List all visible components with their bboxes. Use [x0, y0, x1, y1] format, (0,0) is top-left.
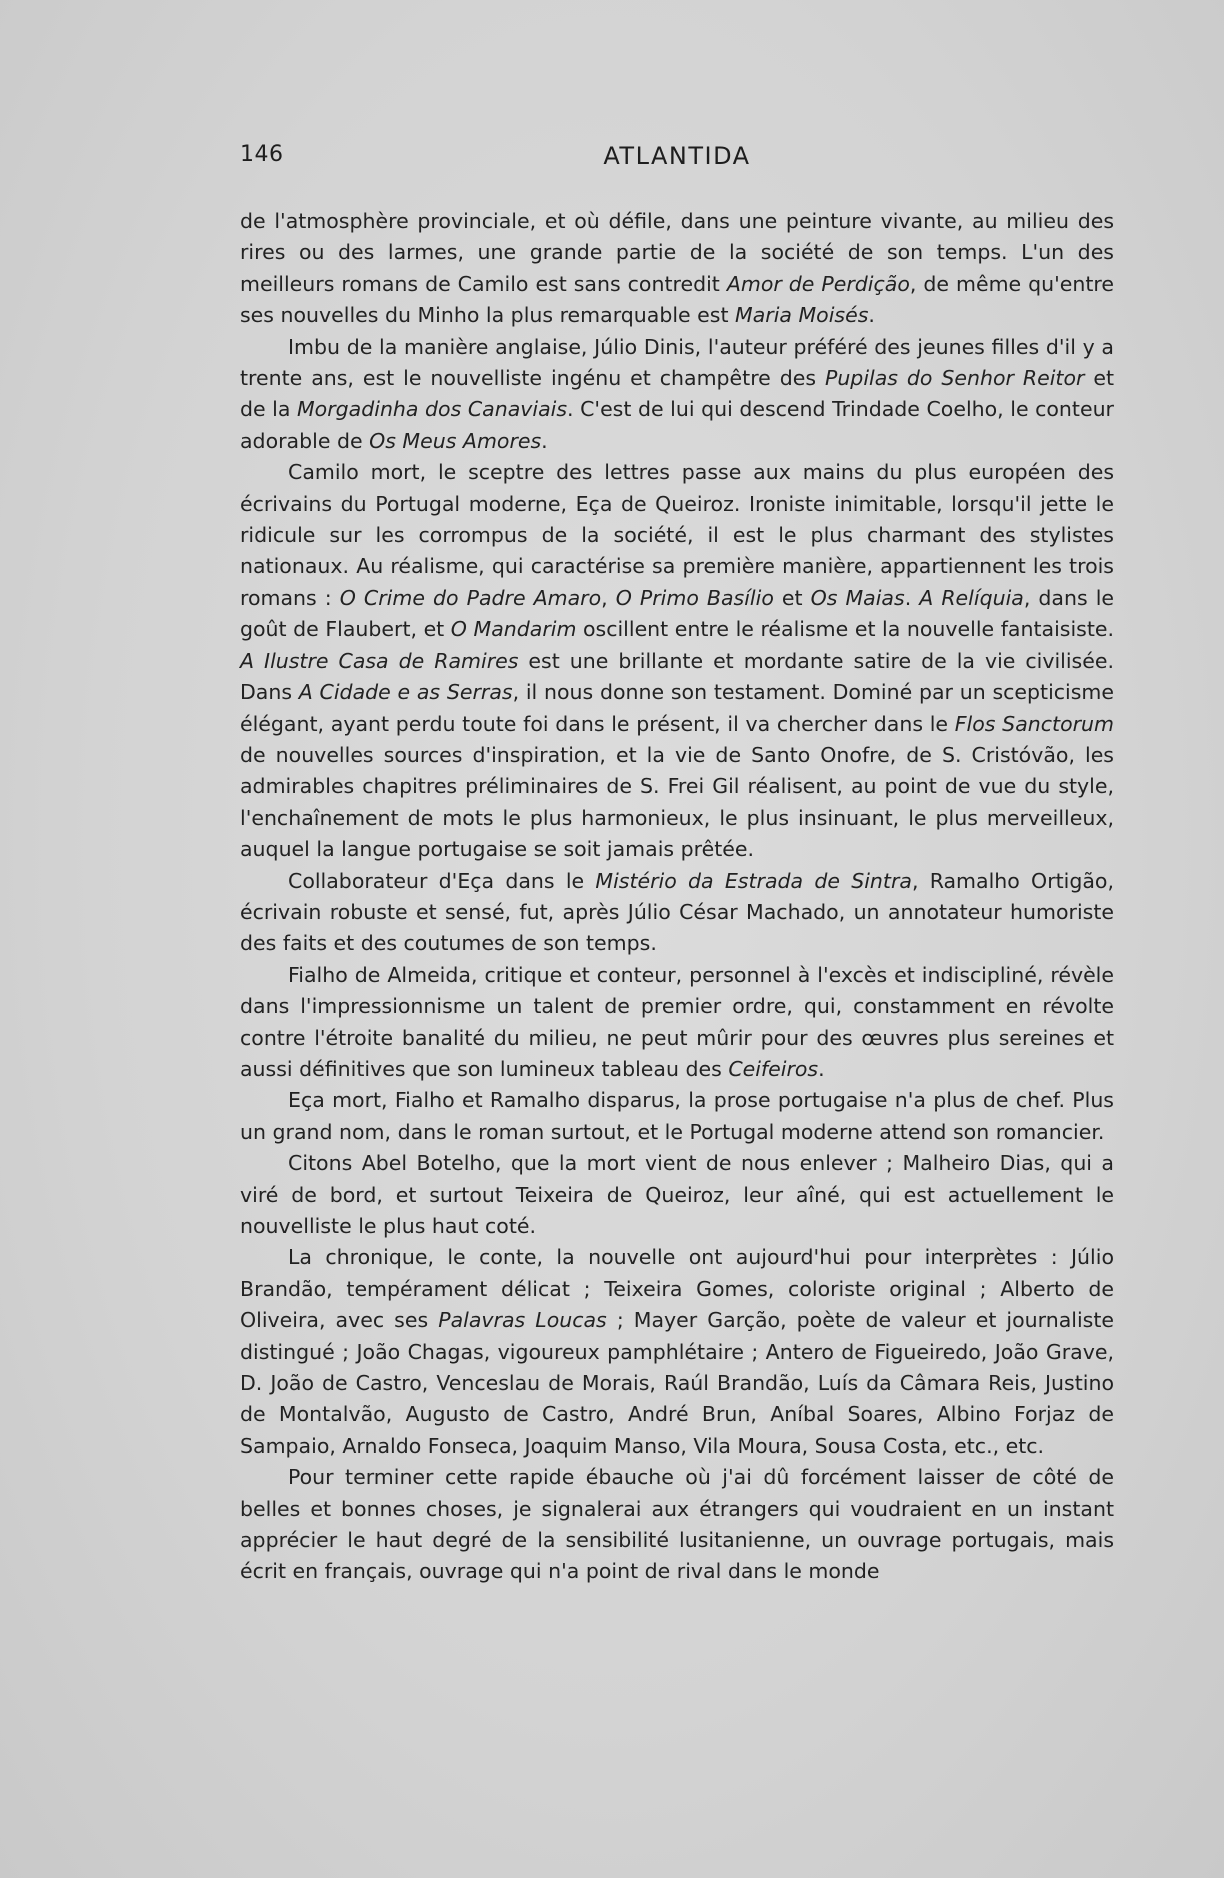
text-run: Eça mort, Fialho et Ramalho disparus, la prose portugaise n'a plus de chef. Plus un grand nom, dans le roman surtout, et le Portugal moderne attend son romancier.: [240, 1088, 1114, 1144]
italic-title: Mistério da Estrada de Sintra: [595, 868, 912, 893]
italic-title: Maria Moisés: [735, 303, 869, 328]
text-run: Citons Abel Botelho, que la mort vient de nous enlever ; Malheiro Dias, qui a viré de bord, et surtout Teixeira de Queiroz, leur aîné, qui est actuellement le nouvelliste le plus haut coté.: [240, 1151, 1114, 1238]
body-text: [240, 206, 1114, 1588]
text-run: Collaborateur d'Eça dans le: [288, 868, 596, 893]
text-run: oscillent entre le réalisme et la nouvelle fantaisiste.: [576, 617, 1115, 642]
text-run: . C'est de lui qui descend Trindade Coelho, le conteur adorable de: [240, 397, 1114, 453]
text-run: .: [818, 1056, 825, 1081]
text-run: , dans le goût de Flaubert, et: [240, 585, 1115, 642]
italic-title: Flos Sanctorum: [954, 711, 1114, 736]
running-title: ATLANTIDA: [603, 142, 751, 170]
text-run: .: [904, 585, 920, 610]
paragraph: [240, 960, 1114, 1086]
italic-title: Ceifeiros: [728, 1056, 819, 1081]
italic-title: Os Maias: [810, 585, 905, 610]
text-run: .: [868, 303, 875, 328]
paragraph: [240, 1085, 1114, 1148]
italic-title: O Primo Basílio: [615, 585, 774, 610]
paragraph: [240, 1148, 1114, 1242]
text-run: et de la: [240, 366, 1114, 422]
text-run: Imbu de la manière anglaise, Júlio Dinis, l'auteur préféré des jeunes filles d'il y a trente ans, est le nouvelliste ingénu et champêtre des: [240, 334, 1114, 391]
italic-title: O Mandarim: [450, 617, 577, 642]
italic-title: Morgadinha dos Canaviais: [297, 397, 568, 422]
page-header: [240, 142, 1114, 172]
text-run: , de même qu'entre ses nouvelles du Minho la plus remarquable est: [240, 271, 1115, 328]
paragraph: [240, 332, 1114, 458]
text-run: , Ramalho Ortigão, écrivain robuste et sensé, fut, après Júlio César Machado, un annotateur humoriste des faits et des coutumes de son temps.: [240, 868, 1114, 956]
text-run: ,: [601, 585, 616, 610]
page-number: 146: [240, 142, 284, 167]
paragraph: [240, 1242, 1114, 1462]
paragraph: [240, 1462, 1114, 1588]
text-run: Fialho de Almeida, critique et conteur, personnel à l'excès et indiscipliné, révèle dans l'impressionnisme un talent de premier ordre, qui, constamment en révolte contre l'étroite banalité du milieu, ne peut mûrir pour des œuvres plus sereines et aussi définitives que son lumineux tableau des: [240, 962, 1114, 1081]
text-run: ; Mayer Garção, poète de valeur et journaliste distingué ; João Chagas, vigoureux pamphlétaire ; Antero de Figueiredo, João Grave, D. João de Castro, Venceslau de Morais, Raúl Brandão, Luís da Câmara Reis, Justino de Montalvão, Augusto de Castro, André Brun, Aníbal Soares, Albino Forjaz de Sampaio, Arnaldo Fonseca, Joaquim Manso, Vila Moura, Sousa Costa, etc., etc.: [240, 1308, 1114, 1458]
paragraph: [240, 457, 1114, 865]
paragraph: [240, 206, 1114, 332]
italic-title: Os Meus Amores: [369, 428, 542, 453]
italic-title: A Relíquia: [919, 585, 1024, 610]
text-run: Camilo mort, le sceptre des lettres passe aux mains du plus européen des écrivains du Portugal moderne, Eça de Queiroz. Ironiste inimitable, lorsqu'il jette le ridicule sur les corrompus de la société, il est le plus charmant des stylistes nationaux. Au réalisme, qui caractérise sa première manière, appartiennent les trois romans :: [240, 460, 1114, 610]
text-run: La chronique, le conte, la nouvelle ont aujourd'hui pour interprètes : Júlio Brandão, tempérament délicat ; Teixeira Gomes, coloriste original ; Alberto de Oliveira, avec ses: [240, 1245, 1114, 1333]
text-run: .: [541, 428, 548, 453]
paragraph: [240, 866, 1114, 960]
text-run: et: [773, 585, 811, 610]
text-run: Pour terminer cette rapide ébauche où j'ai dû forcément laisser de côté de belles et bonnes choses, je signalerai aux étrangers qui voudraient en un instant apprécier le haut degré de la sensibilité lusitanienne, un ouvrage portugais, mais écrit en français, ouvrage qui n'a point de rival dans le monde: [240, 1465, 1114, 1584]
italic-title: O Crime do Padre Amaro: [339, 585, 602, 610]
italic-title: Palavras Loucas: [438, 1308, 607, 1333]
text-run: est une brillante et mordante satire de la vie civilisée. Dans: [240, 648, 1114, 705]
text-run: , il nous donne son testament. Dominé par un scepticisme élégant, ayant perdu toute foi dans le présent, il va chercher dans le: [240, 680, 1114, 736]
text-run: de nouvelles sources d'inspiration, et la vie de Santo Onofre, de S. Cristóvão, les admirables chapitres préliminaires de S. Frei Gil réalisent, au point de vue du style, l'enchaînement de mots le plus harmonieux, le plus insinuant, le plus merveilleux, auquel la langue portugaise se soit jamais prêtée.: [240, 742, 1114, 862]
italic-title: Amor de Perdição: [726, 271, 910, 296]
italic-title: A Cidade e as Serras: [298, 680, 513, 705]
text-run: de l'atmosphère provinciale, et où défile, dans une peinture vivante, au milieu des rires ou des larmes, une grande partie de la société de son temps. L'un des meilleurs romans de Camilo est sans contredit: [240, 209, 1114, 296]
italic-title: Pupilas do Senhor Reitor: [824, 366, 1085, 391]
italic-title: A Ilustre Casa de Ramires: [240, 648, 519, 673]
